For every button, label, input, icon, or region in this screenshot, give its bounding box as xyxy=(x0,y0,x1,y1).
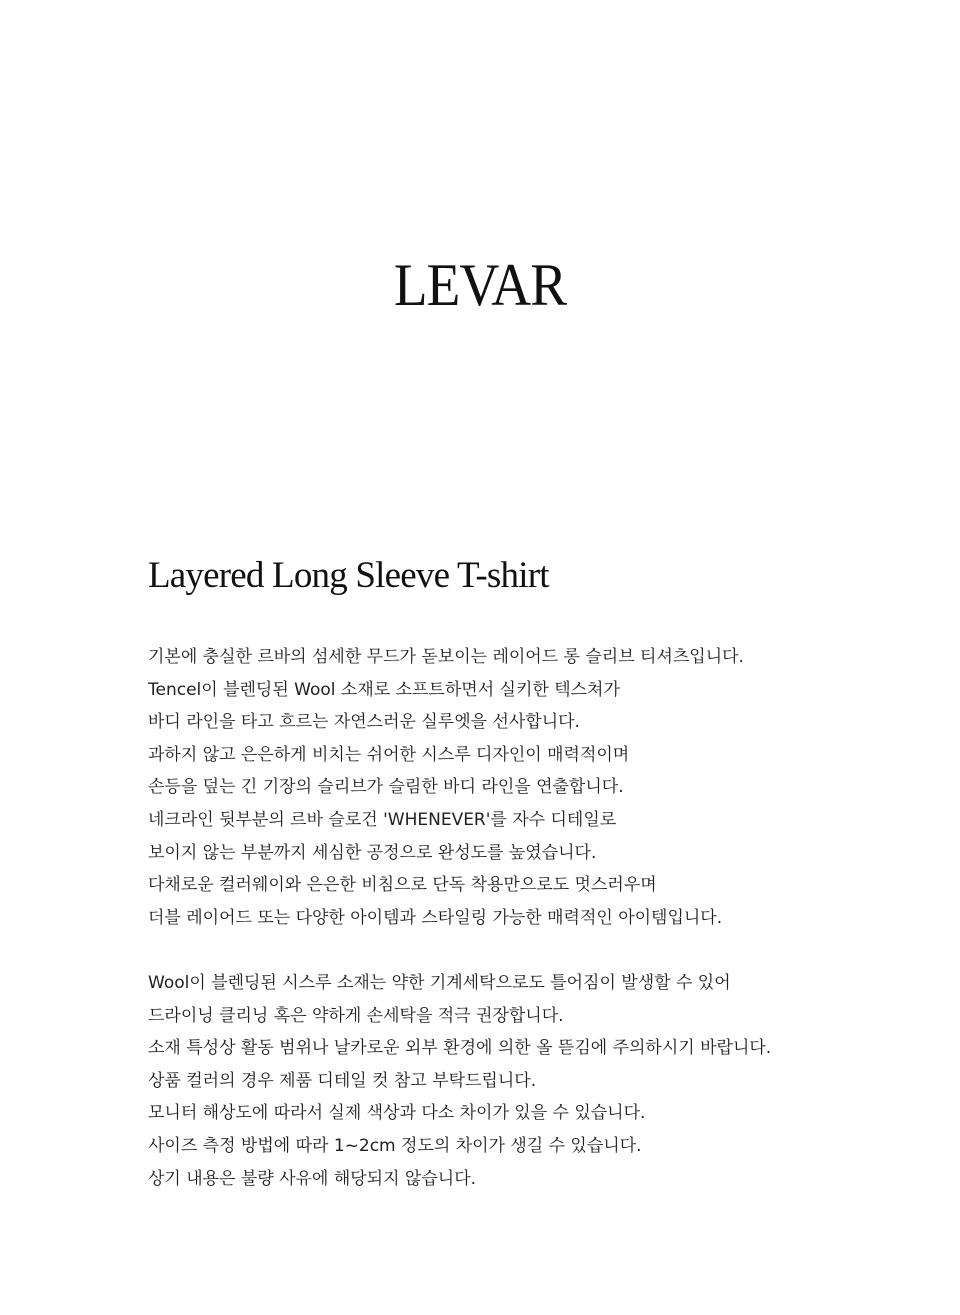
description-line: Tencel이 블렌딩된 Wool 소재로 소프트하면서 실키한 텍스쳐가 xyxy=(148,679,620,700)
description-line: 네크라인 뒷부분의 르바 슬로건 'WHENEVER'를 자수 디테일로 xyxy=(148,809,617,830)
care-note-line: 소재 특성상 활동 범위나 날카로운 외부 환경에 의한 올 뜯김에 주의하시기 바랍니다. xyxy=(148,1038,772,1059)
description-line: 손등을 덮는 긴 기장의 슬리브가 슬림한 바디 라인을 연출합니다. xyxy=(148,777,624,798)
description-line: 과하지 않고 은은하게 비치는 쉬어한 시스루 디자인이 매력적이며 xyxy=(148,744,630,765)
brand-logo: LEVAR xyxy=(393,252,567,318)
description-line: 다채로운 컬러웨이와 은은한 비침으로 단독 착용만으로도 멋스러우며 xyxy=(148,875,657,896)
description-line: 기본에 충실한 르바의 섬세한 무드가 돋보이는 레이어드 롱 슬리브 티셔츠입니다. xyxy=(148,647,744,667)
description-line: 보이지 않는 부분까지 세심한 공정으로 완성도를 높였습니다. xyxy=(148,842,597,863)
care-note-line: 상품 컬러의 경우 제품 디테일 컷 참고 부탁드립니다. xyxy=(148,1070,537,1091)
care-notes xyxy=(148,967,848,1195)
care-note-line: 드라이닝 클리닝 혹은 약하게 손세탁을 적극 권장합니다. xyxy=(148,1005,564,1026)
care-note-line: 모니터 해상도에 따라서 실제 색상과 다소 차이가 있을 수 있습니다. xyxy=(148,1103,646,1124)
description-line: 바디 라인을 타고 흐르는 자연스러운 실루엣을 선사합니다. xyxy=(148,712,580,733)
care-note-line: Wool이 블렌딩된 시스루 소재는 약한 기계세탁으로도 틀어짐이 발생할 수 있어 xyxy=(148,973,731,993)
care-note-line: 상기 내용은 불량 사유에 해당되지 않습니다. xyxy=(148,1168,477,1189)
product-description xyxy=(148,641,848,934)
description-line: 더블 레이어드 또는 다양한 아이템과 스타일링 가능한 매력적인 아이템입니다. xyxy=(148,907,723,928)
product-title: Layered Long Sleeve T-shirt xyxy=(148,555,549,596)
care-note-line: 사이즈 측정 방법에 따라 1~2cm 정도의 차이가 생길 수 있습니다. xyxy=(148,1135,642,1156)
